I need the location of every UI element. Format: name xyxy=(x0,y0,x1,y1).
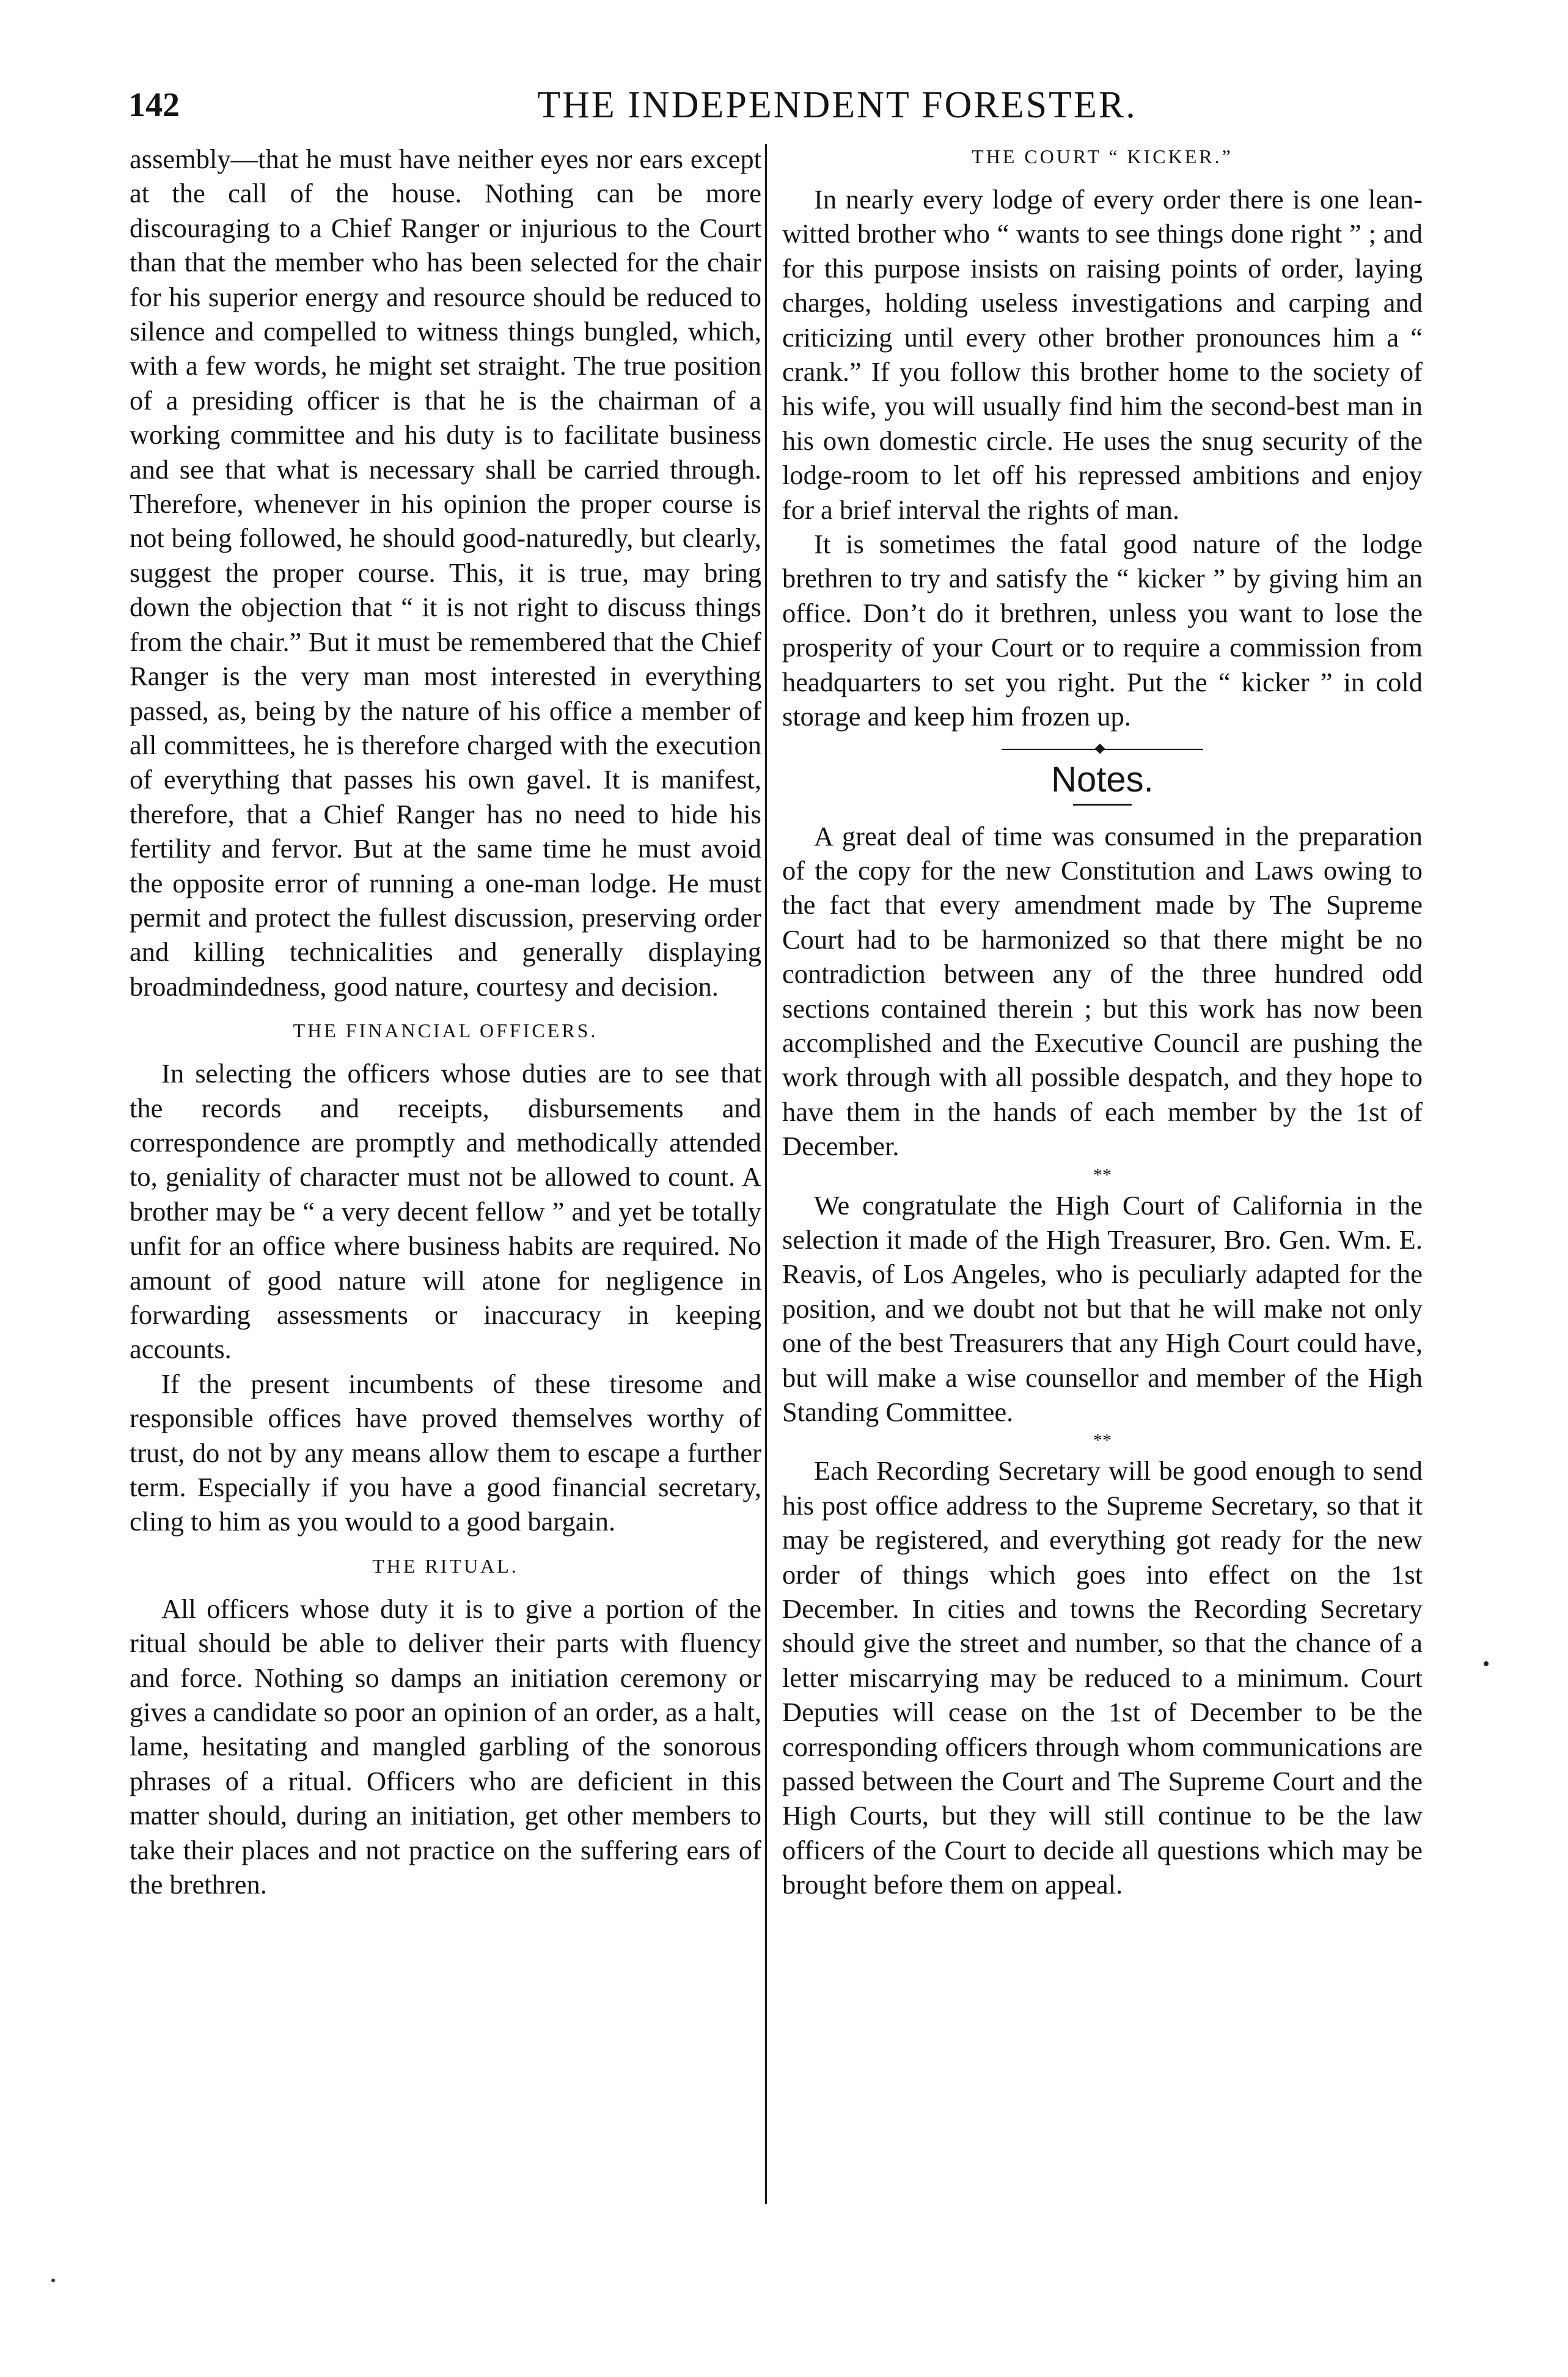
ornament-diamond-icon xyxy=(1095,743,1105,754)
left-paragraph-1: assembly—that he must have neither eyes nor ears except at the call of the house. Nothing can be more discouraging to a Chief Ranger or injurious to the Court than that the member who has been selected for the chair for his superior energy and resource should be reduced to silence and compelled to witness things bungled, which, with a few words, he might set straight. The true position of a presiding officer is that he is the chairman of a working committee and his duty is to facilitate business and see that what is necessary shall be carried through. Therefore, whenever in his opinion the proper course is not being followed, he should good-naturedly, but clearly, suggest the proper course. This, it is true, may bring down the objection that “ it is not right to discuss things from the chair.” But it must be remembered that the Chief Ranger is the very man most interested in everything passed, as, being by the nature of his office a member of all committees, he is therefore charged with the execution of everything that passes his own gavel. It is manifest, therefore, that a Chief Ranger has no need to hide his fertility and fervor. But at the same time he must avoid the opposite error of running a one-man lodge. He must permit and protect the fullest discussion, preserving order and killing technicalities and generally displaying broadmindedness, good nature, courtesy and decision. xyxy=(130,144,761,1002)
running-title: THE INDEPENDENT FORESTER. xyxy=(537,84,1137,126)
note-2: We congratulate the High Court of California in the selection it made of the High Treasurer, Bro. Gen. Wm. E. Reavis, of Los Angeles, who is peculiarly adapted for the position, and we doubt not but that he will make not only one of the best Treasurers that any High Court could have, but will make a wise counsellor and member of the High Standing Committee. xyxy=(782,1189,1423,1427)
left-paragraph-3: If the present incumbents of these tiresome and responsible offices have proved themselves worthy of trust, do not by any means allow them to escape a further term. Especially if you have a good financial secretary, cling to him as you would to a good bargain. xyxy=(130,1368,761,1537)
notes-rule xyxy=(1073,804,1132,806)
note-1: A great deal of time was consumed in the preparation of the copy for the new Constitution and Laws owing to the fact that every amendment made by The Supreme Court had to be harmonized so that there might be no contradiction between any of the three hundred odd sections contained therein ; but this work has now been accomplished and the Executive Council are pushing the work through with all possible despatch, and they hope to have them in the hands of each member by the 1st of December. xyxy=(782,820,1423,1162)
left-paragraph-4: All officers whose duty it is to give a portion of the ritual should be able to deliver their parts with fluency and force. Nothing so damps an initiation ceremony or gives a candidate so poor an opinion of an order, as a halt, lame, hesitating and mangled garbling of the sonorous phrases of a ritual. Officers who are deficient in this matter should, during an initiation, get other members to take their places and not practice on the suffering ears of the brethren. xyxy=(130,1593,761,1900)
right-paragraph-1: In nearly every lodge of every order there is one lean-witted brother who “ wants to see things done right ” ; and for this purpose insists on raising points of order, laying charges, holding useless investigations and carping and criticizing until every other brother pronounces him a “ crank.” If you follow this brother home to the society of his wife, you will usually find him the second-best man in his own domestic circle. He uses the snug security of the lodge-room to let off his repressed ambitions and enjoy for a brief interval the rights of man. xyxy=(782,184,1423,525)
right-column xyxy=(782,142,1423,1902)
heading-financial-officers: THE FINANCIAL OFFICERS. xyxy=(293,1020,598,1042)
page-number: 142 xyxy=(128,86,180,124)
column-divider xyxy=(765,144,767,2204)
margin-speck xyxy=(51,2279,55,2282)
right-paragraph-2: It is sometimes the fatal good nature of the lodge brethren to try and satisfy the “ kicker ” by giving him an office. Don’t do it brethren, unless you want to lose the prosperity of your Court or to require a commission from headquarters to set you right. Put the “ kicker ” in cold storage and keep him frozen up. xyxy=(782,529,1423,732)
note-separator-2: ** xyxy=(1093,1430,1112,1451)
margin-speck xyxy=(1484,1661,1489,1666)
heading-court-kicker: THE COURT “ KICKER.” xyxy=(972,145,1233,167)
note-separator-1: ** xyxy=(1093,1164,1112,1185)
left-column xyxy=(130,142,761,1902)
note-3: Each Recording Secretary will be good enough to send his post office address to the Supreme Secretary, so that it may be registered, and everything got ready for the new order of things which goes into effect on the 1st December. In cities and towns the Recording Secretary should give the street and number, so that the chance of a letter miscarrying may be reduced to a minimum. Court Deputies will cease on the 1st of December to be the corresponding officers through whom communications are passed between the Court and The Supreme Court and the High Courts, but they will still continue to be the law officers of the Court to decide all questions which may be brought before them on appeal. xyxy=(782,1455,1423,1900)
page-header xyxy=(128,81,1436,130)
notes-heading: Notes. xyxy=(1051,759,1154,799)
ornament-rule xyxy=(1002,745,1203,754)
left-paragraph-2: In selecting the officers whose duties are to see that the records and receipts, disbursements and correspondence are promptly and methodically attended to, geniality of character must not be allowed to count. A brother may be “ a very decent fellow ” and yet be totally unfit for an office where business habits are required. No amount of good nature will atone for negligence in forwarding assessments or inaccuracy in keeping accounts. xyxy=(130,1058,761,1365)
heading-ritual: THE RITUAL. xyxy=(372,1554,519,1577)
